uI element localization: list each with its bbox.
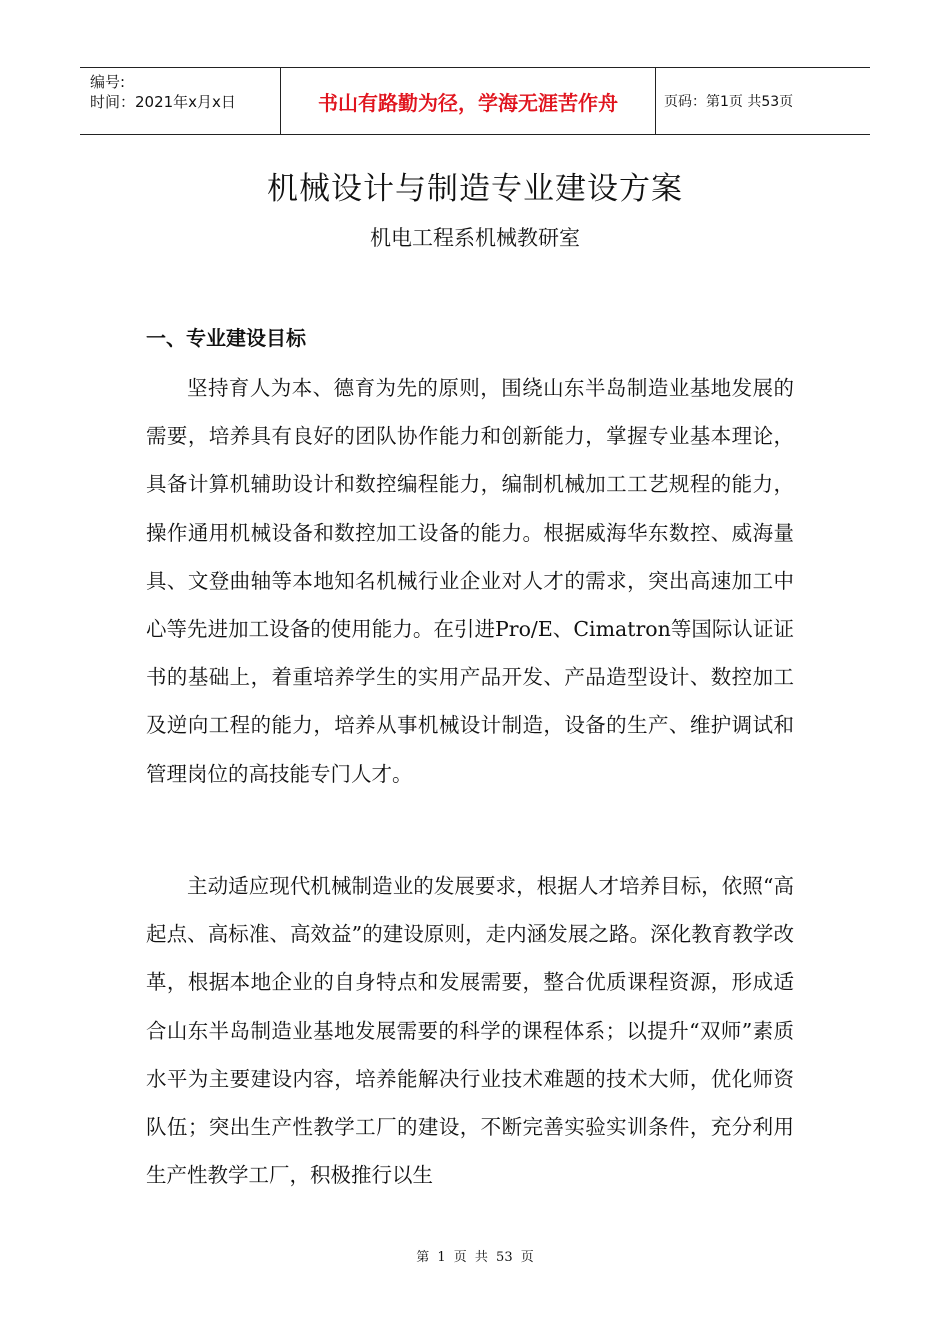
header-table — [80, 67, 870, 135]
document-subtitle: 机电工程系机械教研室 — [370, 226, 580, 250]
header-page-info: 页码：第1页 共53页 — [664, 94, 794, 110]
page-footer: 第 1 页 共 53 页 — [416, 1250, 534, 1265]
header-motto: 书山有路勤为径，学海无涯苦作舟 — [281, 68, 656, 134]
section-heading: 一、专业建设目标 — [146, 326, 306, 350]
body-paragraph: 主动适应现代机械制造业的发展要求，根据人才培养目标，依照“高起点、高标准、高效益”的建设原则，走内涵发展之路。深化教育教学改革，根据本地企业的自身特点和发展需要，整合优质课程资源，形成适合山东半岛制造业基地发展需要的科学的课程体系；以提升“双师”素质水平为主要建设内容，培养能解决行业技术难题的技术大师，优化师资队伍；突出生产性教学工厂的建设，不断完善实验实训条件，充分利用生产性教学工厂，积极推行以生 — [146, 874, 794, 1188]
document-number-label: 编号: — [90, 73, 126, 91]
body-paragraph: 坚持育人为本、德育为先的原则，围绕山东半岛制造业基地发展的需要，培养具有良好的团队协作能力和创新能力，掌握专业基本理论，具备计算机辅助设计和数控编程能力，编制机械加工工艺规程的能力，操作通用机械设备和数控加工设备的能力。根据威海华东数控、威海量具、文登曲轴等本地知名机械行业企业对人才的需求，突出高速加工中心等先进加工设备的使用能力。在引进Pro/E、Cimatron等国际认证证书的基础上，着重培养学生的实用产品开发、产品造型设计、数控加工及逆向工程的能力，培养从事机械设计制造，设备的生产、维护调试和管理岗位的高技能专门人才。 — [146, 376, 794, 786]
header-meta-cell — [80, 68, 281, 134]
document-time-label: 时间：2021年x月x日 — [90, 93, 236, 111]
document-title: 机械设计与制造专业建设方案 — [267, 171, 683, 207]
